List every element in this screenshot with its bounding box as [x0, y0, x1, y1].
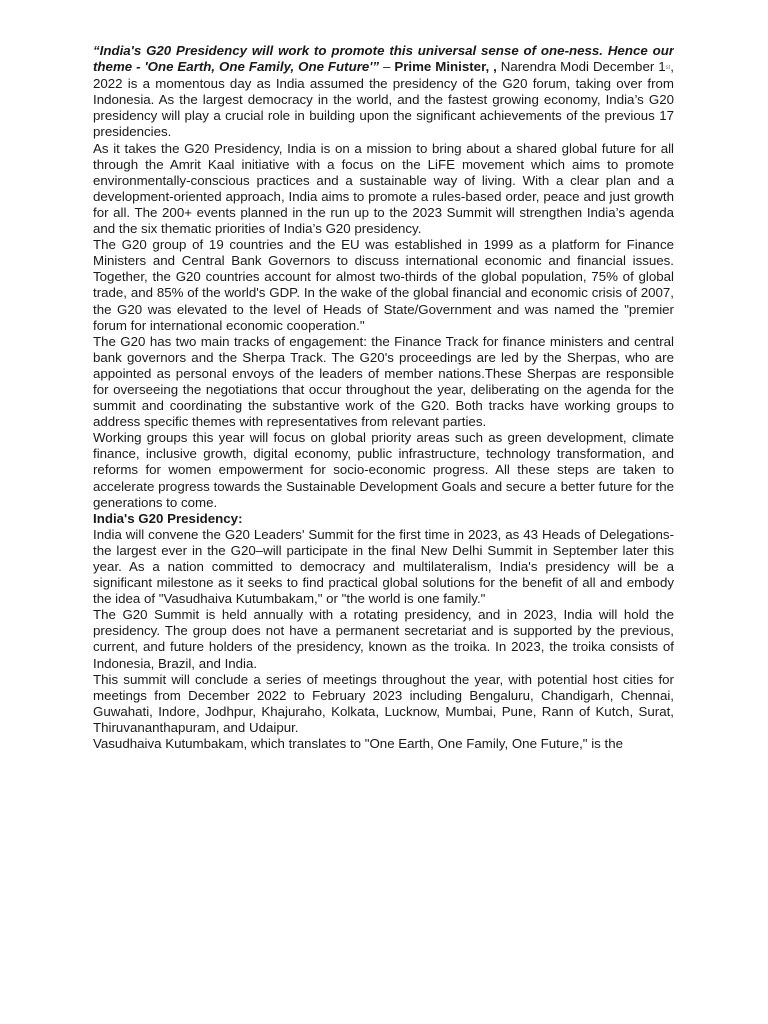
- intro-paragraph: [93, 43, 674, 141]
- body-paragraph-tracks: The G20 has two main tracks of engagement: the Finance Track for finance ministers and central bank governors and the Sherpa Track. The G20's proceedings are led by the Sherpas, who are appointed as personal envoys of the leaders of member nations.These Sherpas are responsible for overseeing the negotiations that occur throughout the year, deliberating on the agenda for the summit and coordinating the substantive work of the G20. Both tracks have working groups to address specific themes with representatives from relevant parties.: [93, 333, 674, 430]
- body-paragraph-g20-group: The G20 group of 19 countries and the EU was established in 1999 as a platform for Finance Ministers and Central Bank Governors to discuss international economic and financial issues. Together, the G20 countries account for almost two-thirds of the global population, 75% of global trade, and 85% of the world's GDP. In the wake of the global financial and economic crisis of 2007, the G20 was elevated to the level of Heads of State/Government and was named the "premier forum for international economic cooperation.": [93, 237, 674, 333]
- section-heading: India's G20 Presidency:: [93, 510, 243, 526]
- pm-quote: “India's G20 Presidency will work to promote this universal sense of one-ness. Hence our theme - 'One Earth, One Family, One Future'”: [93, 43, 674, 75]
- body-paragraph-vasudhaiva: Vasudhaiva Kutumbakam, which translates to "One Earth, One Family, One Future," is the: [93, 736, 623, 752]
- quote-attribution: Prime Minister, ,: [394, 59, 497, 75]
- attribution-name: Narendra Modi: [496, 59, 589, 75]
- body-paragraph-host-cities: This summit will conclude a series of meetings throughout the year, with potential host cities for meetings from December 2022 to February 2023 including Bengaluru, Chandigarh, Chennai, Guwahati, Indore, Jodhpur, Khajuraho, Kolkata, Lucknow, Mumbai, Pune, Rann of Kutch, Surat, Thiruvananthapuram, and Udaipur.: [93, 671, 674, 735]
- intro-body: , 2022 is a momentous day as India assumed the presidency of the G20 forum, taking over from Indonesia. As the largest democracy in the world, and the fastest growing economy, India’s G20 presidency will play a crucial role in building upon the significant achievements of the previous 17 presidencies.: [93, 59, 674, 140]
- body-paragraph-working-groups: Working groups this year will focus on global priority areas such as green development, climate finance, inclusive growth, digital economy, public infrastructure, technology transformation, and reforms for women empowerment for socio-economic progress. All these steps are taken to accelerate progress towards the Sustainable Development Goals and secure a better future for the generations to come.: [93, 430, 674, 510]
- body-paragraph-leaders-summit: India will convene the G20 Leaders' Summit for the first time in 2023, as 43 Heads of Delegations- the largest ever in the G20–will participate in the final New Delhi Summit in September later this year. As a nation committed to democracy and multilateralism, India's presidency will be a significant milestone as it seeks to find practical global solutions for the benefit of all and embody the idea of "Vasudhaiva Kutumbakam," or "the world is one family.": [93, 526, 674, 607]
- body-paragraph-troika: The G20 Summit is held annually with a rotating presidency, and in 2023, India will hold the presidency. The group does not have a permanent secretariat and is supported by the previous, current, and future holders of the presidency, known as the troika. In 2023, the troika consists of Indonesia, Brazil, and India.: [93, 607, 674, 671]
- date-text: December 1: [592, 59, 666, 75]
- body-paragraph-amrit-kaal: As it takes the G20 Presidency, India is on a mission to bring about a shared global future for all through the Amrit Kaal initiative with a focus on the LiFE movement which aims to promote environmentally-conscious practices and a sustainable way of living. With a clear plan and a development-oriented approach, India aims to promote a rules-based order, peace and just growth for all. The 200+ events planned in the run up to the 2023 Summit will strengthen India’s agenda and the six thematic priorities of India’s G20 presidency.: [93, 140, 674, 237]
- document-page: [93, 43, 674, 833]
- quote-dash: –: [379, 59, 395, 75]
- date-superscript: st: [665, 65, 671, 72]
